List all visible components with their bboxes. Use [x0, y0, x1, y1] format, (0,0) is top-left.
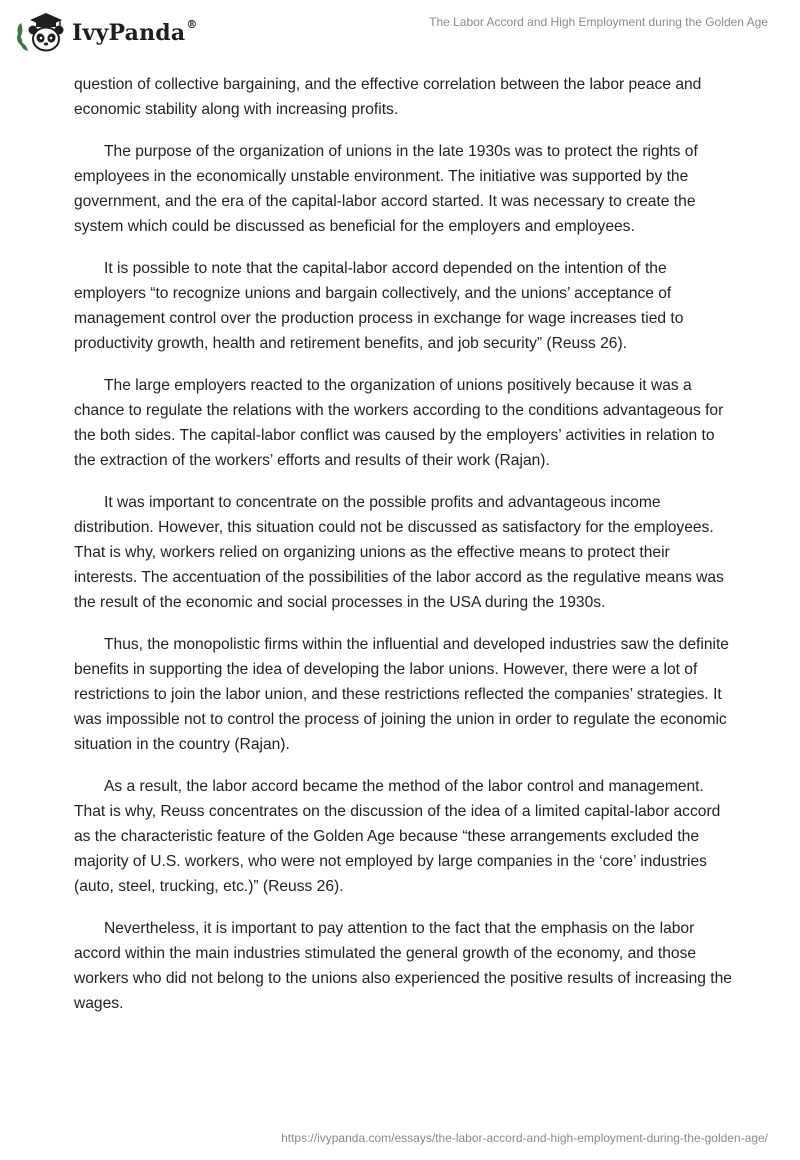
essay-body	[74, 72, 734, 1033]
document-title: The Labor Accord and High Employment during the Golden Age	[429, 15, 768, 29]
paragraph: It is possible to note that the capital-labor accord depended on the intention of the employers “to recognize unions and bargain collectively, and the unions’ acceptance of management control over the production process in exchange for wage increases tied to productivity growth, health and retirement benefits, and job security” (Reuss 26).	[74, 260, 684, 352]
source-url-link[interactable]: https://ivypanda.com/essays/the-labor-accord-and-high-employment-during-the-golden-age/	[281, 1131, 768, 1145]
panda-graduate-icon	[14, 8, 66, 54]
paragraph: It was important to concentrate on the possible profits and advantageous income distribution. However, this situation could not be discussed as satisfactory for the employees. That is why, workers relied on organizing unions as the effective means to protect their interests. The accentuation of the possibilities of the labor accord as the regulative means was the result of the economic and social processes in the USA during the 1930s.	[74, 494, 724, 611]
paragraph-continuation: question of collective bargaining, and the effective correlation between the labor peace and economic stability along with increasing profits.	[74, 76, 702, 118]
paragraph: Nevertheless, it is important to pay attention to the fact that the emphasis on the labor accord within the main industries stimulated the general growth of the economy, and those workers who did not belong to the unions also experienced the positive results of increasing the wages.	[74, 920, 732, 1012]
paragraph: Thus, the monopolistic firms within the influential and developed industries saw the definite benefits in supporting the idea of developing the labor unions. However, there were a lot of restrictions to join the labor union, and these restrictions reflected the companies’ strategies. It was impossible not to control the process of joining the union in order to regulate the economic situation in the country (Rajan).	[74, 636, 729, 753]
paragraph: The large employers reacted to the organization of unions positively because it was a chance to regulate the relations with the workers according to the conditions advantageous for the both sides. The capital-labor conflict was caused by the employers’ activities in relation to the extraction of the workers’ efforts and results of their work (Rajan).	[74, 377, 724, 469]
brand-name: IvyPanda®	[72, 18, 198, 46]
page-header	[0, 0, 800, 64]
ivypanda-logo[interactable]	[14, 8, 198, 54]
paragraph: The purpose of the organization of unions in the late 1930s was to protect the rights of employees in the economically unstable environment. The initiative was supported by the government, and the era of the capital-labor accord started. It was necessary to create the system which could be discussed as beneficial for the employers and employees.	[74, 143, 698, 235]
paragraph: As a result, the labor accord became the method of the labor control and management. That is why, Reuss concentrates on the discussion of the idea of a limited capital-labor accord as the characteristic feature of the Golden Age because “these arrangements excluded the majority of U.S. workers, who were not employed by large companies in the ‘core’ industries (auto, steel, trucking, etc.)” (Reuss 26).	[74, 778, 721, 895]
